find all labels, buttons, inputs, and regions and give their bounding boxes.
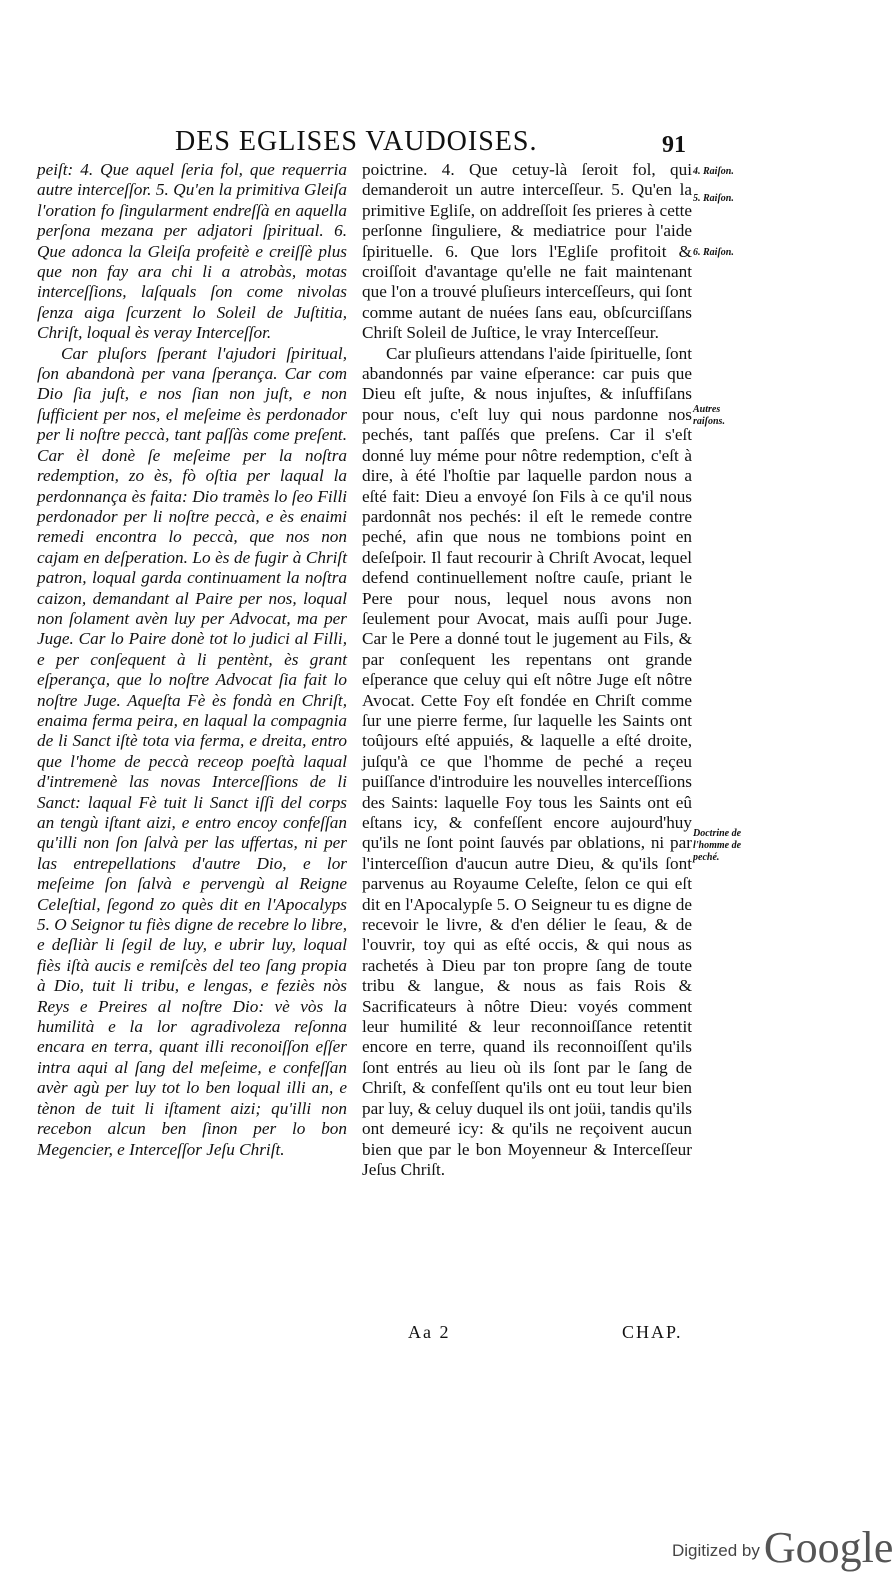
signature-mark: Aa 2 xyxy=(408,1322,451,1342)
left-column-occitan xyxy=(37,160,347,1160)
margin-note-raison-5: 5. Raiſon. xyxy=(693,193,734,204)
right-paragraph-1: poictrine. 4. Que cetuy-là ſeroit fol, qui demanderoit un autre interceſſeur. 5. Qu'en la primitive Egliſe, on addreſſoit ſes prieres à cette perſonne ſinguliere, & mediatrice pour l'aide ſpirituelle. 6. Que lors l'Egliſe profitoit & croiſſoit d'avantage qu'elle ne fait maintenant que l'on a trouvé pluſieurs interceſſeurs, qui ſont comme autant de nuées ſans eau, obſcurciſſans Chriſt Soleil de Juſtice, le vray Interceſſeur. xyxy=(362,160,692,343)
digitized-prefix: Digitized by xyxy=(672,1541,760,1560)
catchword: CHAP. xyxy=(622,1322,683,1342)
running-head: DES EGLISES VAUDOISES. xyxy=(175,126,538,157)
digitized-by-watermark xyxy=(672,1522,893,1573)
left-paragraph-2: Car pluſors ſperant l'ajudori ſpiritual, ſon abandonà per vana ſperança. Car com Dio ſia juſt, e nos ſian non juſt, e non ſufficient per nos, el meſeime ès perdonador per li noſtre peccà, tant paſſàs come preſent. Car èl donè ſe meſeime per la noſtra redemption, zo ès, fò oſtia per laqual la perdonnança ès faita: Dio tramès lo ſeo Filli perdonador per li noſtre peccà, e ès enaimi remedi encontra lo peccà, que nos non cajam en deſperation. Lo ès de fugir à Chriſt patron, loqual garda continuament la noſtra caizon, demandant al Paire per nos, loqual non ſolament avèn luy per Advocat, ma per Juge. Car lo Paire donè tot lo judici al Filli, e per conſequent à li pentènt, ès grant eſperança, que lo noſtre Advocat ſia fait lo noſtre Juge. Aqueſta Fè ès fondà en Chriſt, enaima ferma peira, en laqual la compagnia de li Sanct iſtè tota via ferma, e dreita, entro que l'home de peccà receop poeſtà laqual d'intremenè las novas Interceſſions de li Sanct: laqual Fè tuit li Sanct iſſi del corps an tengù iſtant aizi, e entro encoy confeſſan qu'illi non ſon ſalvà per las uffertas, ni per las entrepellations d'autre Dio, e lor meſeime ſon ſalvà e pervengù al Reigne Celeſtial, ſegond zo quès dit en l'Apocalyps 5. O Seignor tu fiès digne de recebre lo libre, e deſliàr li ſegil de luy, e ubrir luy, loqual fiès iſtà aucis e remiſcès del teo ſang propia à Dio, tuit li tribu, e lengas, e feziès nòs Reys e Preires al noſtre Dio: vè vòs la humilità e la lor agradivoleza reſonna encara en terra, quant illi reconoiſſon eſſer intra aqui al ſang del meſeime, e confeſſan avèr agù per luy tot lo ben loqual illi an, e tènon de tuit li iſtament aizi; qu'illi non recebon alcun ben ſinon per lo bon Megencier, e Interceſſor Jeſu Chriſt. xyxy=(37,343,347,1159)
margin-note-raison-4: 4. Raiſon. xyxy=(693,166,734,177)
margin-note-autres-raisons: Autres raiſons. xyxy=(693,404,725,427)
left-paragraph-1: peiſt: 4. Que aquel ſeria fol, que requerria autre interceſſor. 5. Qu'en la primitiva Gleiſa l'oration fo ſingularment endreſſà en aquella perſona mezana per adjatori ſpiritual. 6. Que adonca la Gleiſa profeitè e creiſſè plus que non fay ara chi li a atrobàs, motas interceſſions, laſquals ſon come nivolas ſenza aiga ſcurzent lo Soleil de Juſtitia, Chriſt, loqual ès veray Interceſſor. xyxy=(37,160,347,343)
right-paragraph-2: Car pluſieurs attendans l'aide ſpirituelle, ſont abandonnés par vaine eſperance: car puis que Dieu eſt juſte, & nous injuſtes, & inſuffiſans pour nous, c'eſt luy qui nous pardonne nos pechés, tant paſſés que preſens. Car il s'eſt donné luy méme pour nôtre redemption, c'eſt à dire, à été l'hoſtie par laquelle pardon nous a eſté fait: Dieu a envoyé ſon Fils à ce qu'il nous pardonnât nos pechés: il eſt le remede contre peché, afin que nous ne tombions point en deſeſpoir. Il faut recourir à Chriſt Avocat, lequel defend continuellement noſtre cauſe, priant le Pere pour nous, lequel nous avons non ſeulement pour Avocat, mais auſſi pour Juge. Car le Pere a donné tout le jugement au Fils, & par conſequent les repentans ont grande eſperance que celuy qui eſt nôtre Juge eſt nôtre Avocat. Cette Foy eſt fondée en Chriſt comme ſur une pierre ferme, ſur laquelle les Saints ont toûjours eſté appuiés, & laquelle a eſté droite, juſqu'à ce que l'homme de peché a reçeu puiſſance d'introduire les nouvelles interceſſions des Saints: laquelle Foy tous les Saints ont eû eſtans icy, & confeſſent encore aujourd'huy qu'ils ne ſont point ſauvés par oblations, ni par l'interceſſion d'aucun autre Dieu, & qu'ils ſont parvenus au Royaume Celeſte, ſelon ce qui eſt dit en l'Apocalypſe 5. O Seigneur tu es digne de recevoir le livre, & d'en délier le ſeau, & de l'ouvrir, toy qui as eſté occis, & qui nous as rachetés à Dieu par ton propre ſang de toute tribu & langue, & nous as fais Rois & Sacrificateurs à nôtre Dieu: voyés comment leur humilité & leur reconnoiſſance retentit encore en terre, quand ils reconnoiſſent qu'ils ſont entrés au lieu où ils ſont par le ſang de Chriſt, & confeſſent qu'ils ont eu tout leur bien par luy, & celuy duquel ils ont joüi, tandis qu'ils ont demeuré icy: & qu'ils ne reçoivent aucun bien que par le bon Moyenneur & Interceſſeur Jeſus Chriſt. xyxy=(362,343,692,1179)
margin-note-raison-6: 6. Raiſon. xyxy=(693,247,734,258)
google-logo: Google xyxy=(763,1523,893,1572)
right-column-french xyxy=(362,160,692,1180)
margin-note-doctrine: Doctrine de l'homme de peché. xyxy=(693,828,742,863)
page-number: 91 xyxy=(662,132,686,158)
